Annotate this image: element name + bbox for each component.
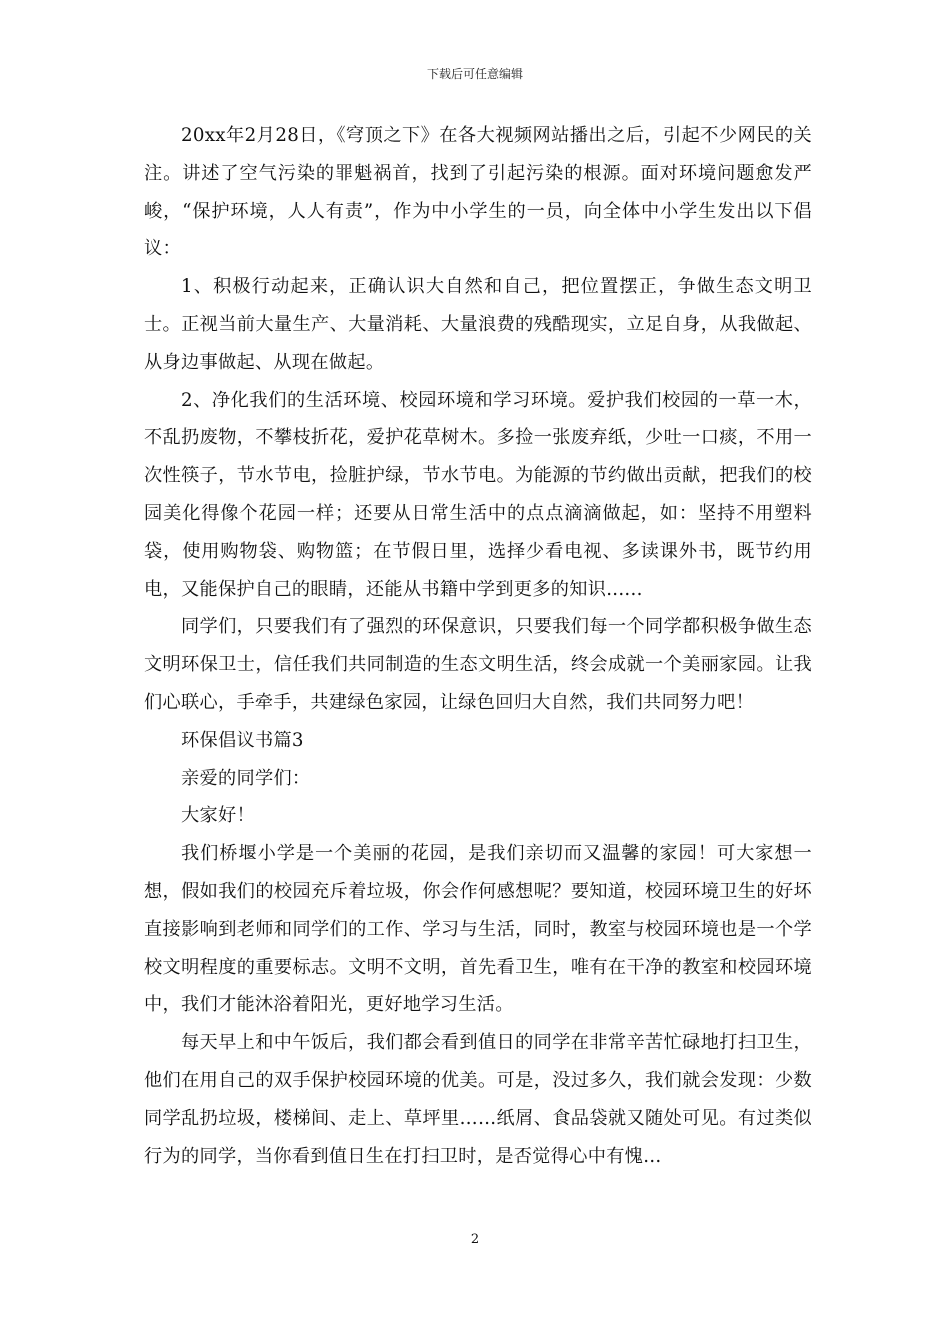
document-body [144, 117, 812, 1175]
paragraph-daily: 每天早上和中午饭后，我们都会看到值日的同学在非常辛苦忙碌地打扫卫生，他们在用自己的双手保护校园环境的优美。可是，没过多久，我们就会发现：少数同学乱扔垃圾，楼梯间、走上、草坪里……纸屑、食品袋就又随处可见。有过类似行为的同学，当你看到值日生在打扫卫时，是否觉得心中有愧… [144, 1032, 812, 1167]
paragraph-intro: 20xx年2月28日，《穹顶之下》在各大视频网站播出之后，引起不少网民的关注。讲述了空气污染的罪魁祸首，找到了引起污染的根源。面对环境问题愈发严峻，“保护环境，人人有责”，作为中小学生的一员，向全体中小学生发出以下倡议： [144, 125, 812, 260]
salutation: 亲爱的同学们： [181, 767, 311, 789]
paragraph-proposal-2: 2、净化我们的生活环境、校园环境和学习环境。爱护我们校园的一草一木，不乱扔废物，不攀枝折花，爱护花草树木。多捡一张废弃纸，少吐一口痰，不用一次性筷子，节水节电，捡脏护绿，节水节电。为能源的节约做出贡献，把我们的校园美化得像个花园一样；还要从日常生活中的点点滴滴做起，如：坚持不用塑料袋，使用购物袋、购物篮；在节假日里，选择少看电视、多读课外书，既节约用电，又能保护自己的眼睛，还能从书籍中学到更多的知识...... [144, 389, 812, 600]
paragraph-school: 我们桥堰小学是一个美丽的花园，是我们亲切而又温馨的家园！可大家想一想，假如我们的校园充斥着垃圾，你会作何感想呢？要知道，校园环境卫生的好坏直接影响到老师和同学们的工作、学习与生活，同时，教室与校园环境也是一个学校文明程度的重要标志。文明不文明，首先看卫生，唯有在干净的教室和校园环境中，我们才能沐浴着阳光，更好地学习生活。 [144, 843, 812, 1016]
section-title: 环保倡议书篇3 [181, 729, 304, 751]
page-header: 下载后可任意编辑 [426, 67, 523, 81]
paragraph-closing: 同学们，只要我们有了强烈的环保意识，只要我们每一个同学都积极争做生态文明环保卫士，信任我们共同制造的生态文明生活，终会成就一个美丽家园。让我们心联心，手牵手，共建绿色家园，让绿色回归大自然，我们共同努力吧！ [144, 616, 812, 713]
page-number: 2 [470, 1232, 480, 1247]
paragraph-proposal-1: 1、积极行动起来，正确认识大自然和自己，把位置摆正，争做生态文明卫士。正视当前大量生产、大量消耗、大量浪费的残酷现实，立足自身，从我做起、从身边事做起、从现在做起。 [144, 276, 812, 373]
greeting: 大家好！ [181, 805, 255, 827]
